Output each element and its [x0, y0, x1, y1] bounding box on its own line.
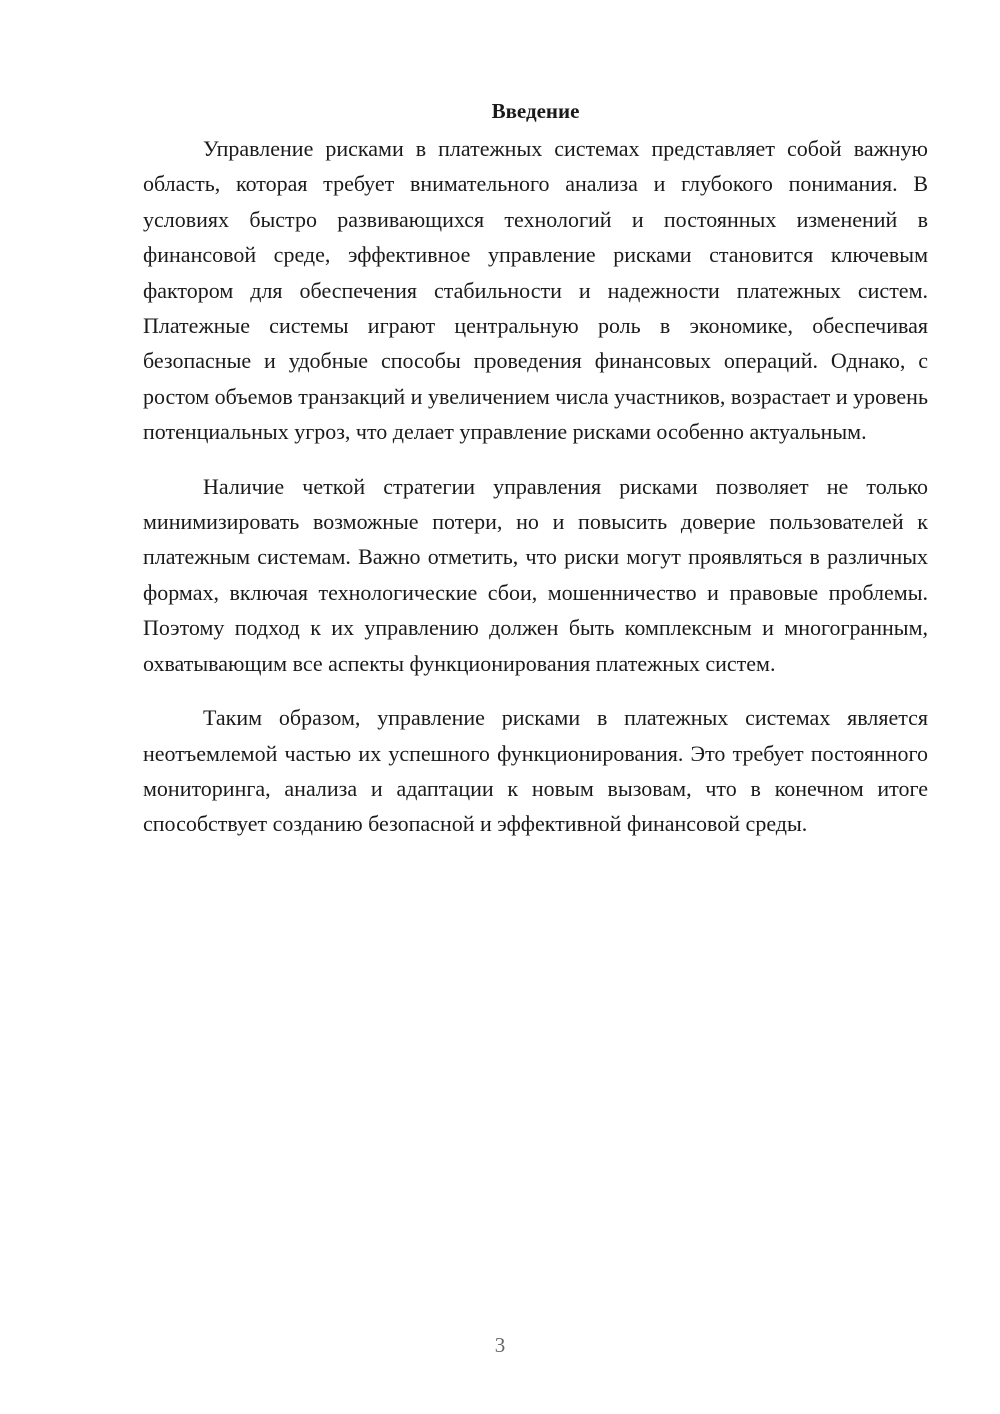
paragraph-2: Наличие четкой стратегии управления рисками позволяет не только минимизировать возможные потери, но и повысить доверие пользователей к платежным системам. Важно отметить, что риски могут проявляться в различных формах, включая технологические сбои, мошенничество и правовые проблемы. Поэтому подход к их управлению должен быть комплексным и многогранным, охватывающим все аспекты функционирования платежных систем. [143, 473, 928, 676]
paragraph-3: Таким образом, управление рисками в платежных системах является неотъемлемой частью их успешного функционирования. Это требует постоянного мониторинга, анализа и адаптации к новым вызовам, что в конечном итоге способствует созданию безопасной и эффективной финансовой среды. [143, 705, 928, 837]
paragraph-1: Управление рисками в платежных системах представляет собой важную область, которая требует внимательного анализа и глубокого понимания. В условиях быстро развивающихся технологий и постоянных изменений в финансовой среде, эффективное управление рисками становится ключевым фактором для обеспечения стабильности и надежности платежных систем. Платежные системы играют центральную роль в экономике, обеспечивая безопасные и удобные способы проведения финансовых операций. Однако, с ростом объемов транзакций и увеличением числа участников, возрастает и уровень потенциальных угроз, что делает управление рисками особенно актуальным. [143, 136, 928, 445]
page-number: 3 [494, 1333, 506, 1357]
page-content [143, 96, 928, 861]
page-heading: Введение [491, 99, 580, 123]
